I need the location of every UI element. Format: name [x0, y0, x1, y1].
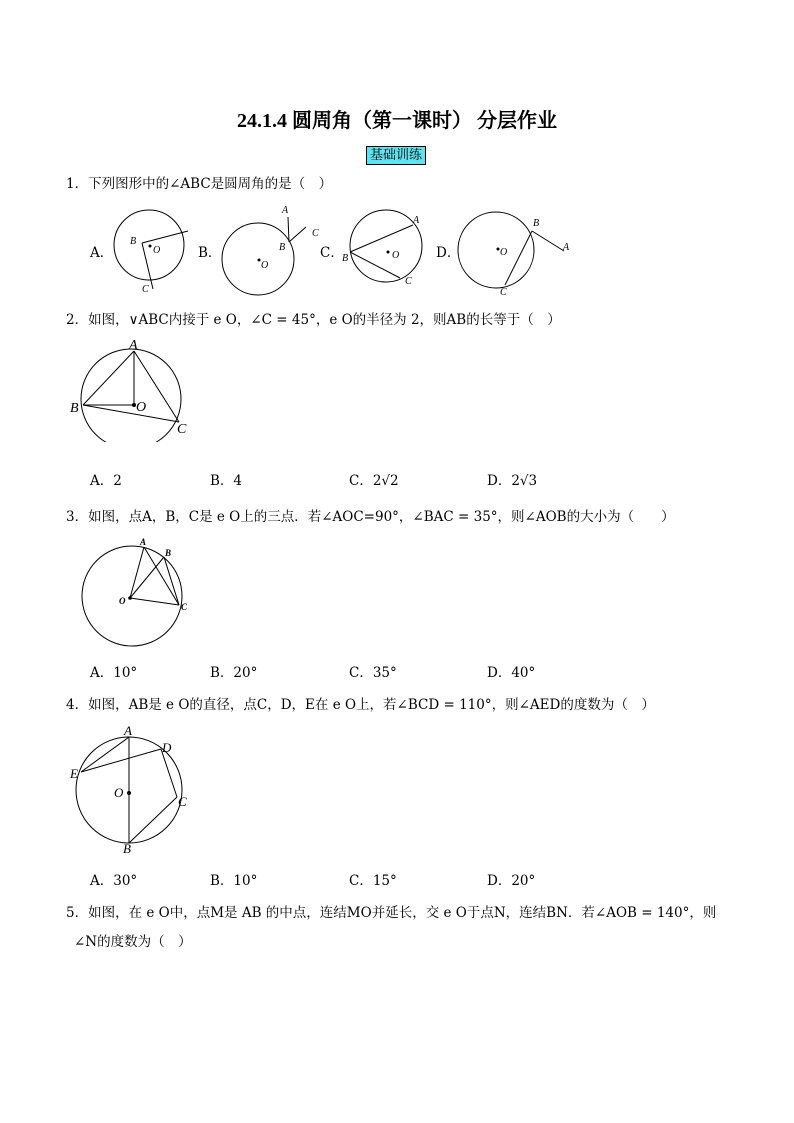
q1c-label-c: C: [405, 276, 412, 287]
q1c-label-b: B: [342, 253, 349, 264]
q3-label-c: C: [181, 602, 188, 612]
q1b-label-c: C: [312, 228, 319, 239]
question-5-text-line2: ∠N的度数为（ ）: [74, 934, 192, 950]
page-title: 24.1.4 圆周角（第一课时） 分层作业: [237, 110, 557, 132]
q4-option-d: D．20°: [487, 873, 536, 889]
question-1-text: 1．下列图形中的∠ABC是圆周角的是（ ）: [66, 176, 333, 192]
q4-label-c: C: [178, 794, 187, 809]
q1-option-b-label: B．: [198, 245, 222, 261]
q4-label-d: D: [162, 740, 172, 755]
q1d-label-b: B: [533, 218, 540, 229]
q3-figure: [74, 534, 194, 650]
q1-figure-d: [454, 204, 572, 298]
q2-option-a: A．2: [90, 473, 122, 489]
q3-label-b: B: [165, 548, 172, 558]
q4-option-c: C．15°: [349, 873, 397, 889]
q4-option-a: A．30°: [90, 873, 138, 889]
q2-label-o: O: [136, 400, 147, 415]
q1a-label-b: B: [130, 236, 137, 247]
q3-label-a: A: [140, 537, 147, 547]
q2-figure: [66, 336, 196, 442]
q1d-label-o: O: [500, 247, 508, 258]
q4-label-e: E: [70, 766, 78, 781]
question-3-text: 3．如图，点A，B，C是 e O上的三点．若∠AOC=90°，∠BAC = 35°，则∠AOB的大小为（ ）: [66, 509, 675, 525]
q1a-label-o: O: [153, 245, 161, 256]
q2-option-b: B．4: [210, 473, 243, 489]
q1a-label-c: C: [142, 284, 149, 295]
q4-label-a: A: [124, 723, 132, 738]
q3-option-d: D．40°: [487, 665, 536, 681]
q1d-label-a: A: [563, 242, 570, 253]
q2-option-c: C．2√2: [349, 473, 399, 489]
q3-option-a: A．10°: [90, 665, 138, 681]
q2-label-b: B: [70, 401, 79, 416]
q1c-label-o: O: [392, 250, 400, 261]
q4-label-o: O: [114, 785, 124, 800]
question-4-text: 4．如图，AB是 e O的直径，点C，D，E在 e O上，若∠BCD = 110°，则∠AED的度数为（ ）: [66, 697, 655, 713]
q4-option-b: B．10°: [210, 873, 258, 889]
q1b-label-o: O: [261, 260, 269, 271]
q1b-label-b: B: [279, 242, 286, 253]
q3-option-b: B．20°: [210, 665, 258, 681]
q1-figure-a: [112, 200, 192, 296]
q2-label-a: A: [129, 338, 138, 353]
q1c-label-a: A: [413, 215, 420, 226]
q2-label-c: C: [177, 422, 187, 437]
section-label: 基础训练: [366, 146, 426, 165]
q1-figure-b: [216, 200, 328, 298]
q3-label-o: O: [119, 596, 126, 606]
q3-option-c: C．35°: [349, 665, 397, 681]
q1-option-d-label: D．: [436, 245, 461, 261]
question-5-text-line1: 5．如图，在 e O中，点M是 AB 的中点，连结MO并延长，交 e O于点N，连结BN．若∠AOB = 140°，则: [66, 905, 717, 921]
q4-label-b: B: [123, 841, 131, 856]
q1-figure-c: [340, 208, 430, 288]
q1-option-c-label: C．: [320, 245, 344, 261]
q1b-label-a: A: [282, 205, 289, 216]
q1-option-a-label: A．: [90, 245, 114, 261]
q1d-label-c: C: [500, 287, 507, 298]
question-2-text: 2．如图，∨ABC内接于 e O，∠C = 45°，e O的半径为 2，则AB的长等于（ ）: [66, 312, 561, 328]
q4-figure: [66, 722, 196, 856]
q2-option-d: D．2√3: [487, 473, 538, 489]
